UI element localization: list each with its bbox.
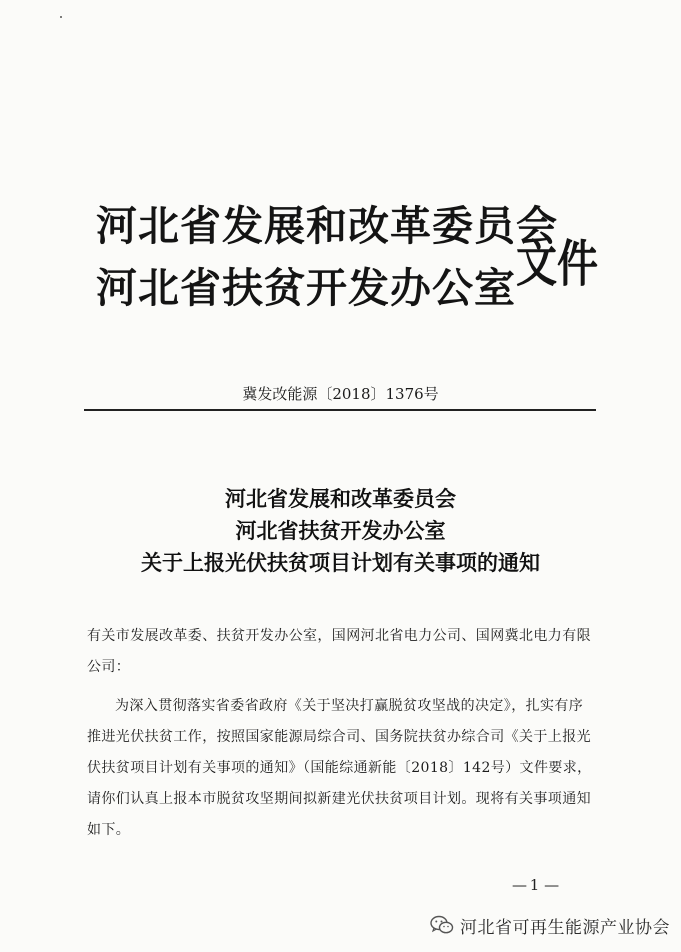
title-line-3: 关于上报光伏扶贫项目计划有关事项的通知 <box>141 551 540 575</box>
issuing-organizations <box>96 195 558 319</box>
page-number-value: 1 <box>529 876 540 894</box>
recipients: 有关市发展改革委、扶贫开发办公室，国网河北省电力公司、国网冀北电力有限公司： <box>87 628 591 675</box>
scan-speck <box>60 16 62 18</box>
document-title <box>0 483 681 579</box>
header-divider <box>84 409 596 411</box>
body-paragraph: 为深入贯彻落实省委省政府《关于坚决打赢脱贫攻坚战的决定》，扎实有序推进光伏扶贫工作，按照国家能源局综合司、国务院扶贫办综合司《关于上报光伏扶贫项目计划有关事项的通知》（国能综通新能〔2018〕142号）文件要求，请你们认真上报本市脱贫攻坚期间拟新建光伏扶贫项目计划。现将有关事项通知如下。 <box>87 698 592 838</box>
wechat-icon <box>430 915 454 935</box>
header-org-line-1: 河北省发展和改革委员会 <box>96 202 558 250</box>
title-line-2: 河北省扶贫开发办公室 <box>235 519 446 543</box>
document-body <box>87 621 592 846</box>
page-number: — 1 — <box>512 876 558 894</box>
header-wenjian: 文件 <box>516 234 598 293</box>
watermark <box>430 912 670 938</box>
header-org-line-2: 河北省扶贫开发办公室 <box>96 264 516 312</box>
bleed-through-text <box>95 128 655 156</box>
title-line-1: 河北省发展和改革委员会 <box>225 487 456 511</box>
document-number: 冀发改能源〔2018〕1376号 <box>242 385 439 403</box>
watermark-text: 河北省可再生能源产业协会 <box>460 917 670 938</box>
